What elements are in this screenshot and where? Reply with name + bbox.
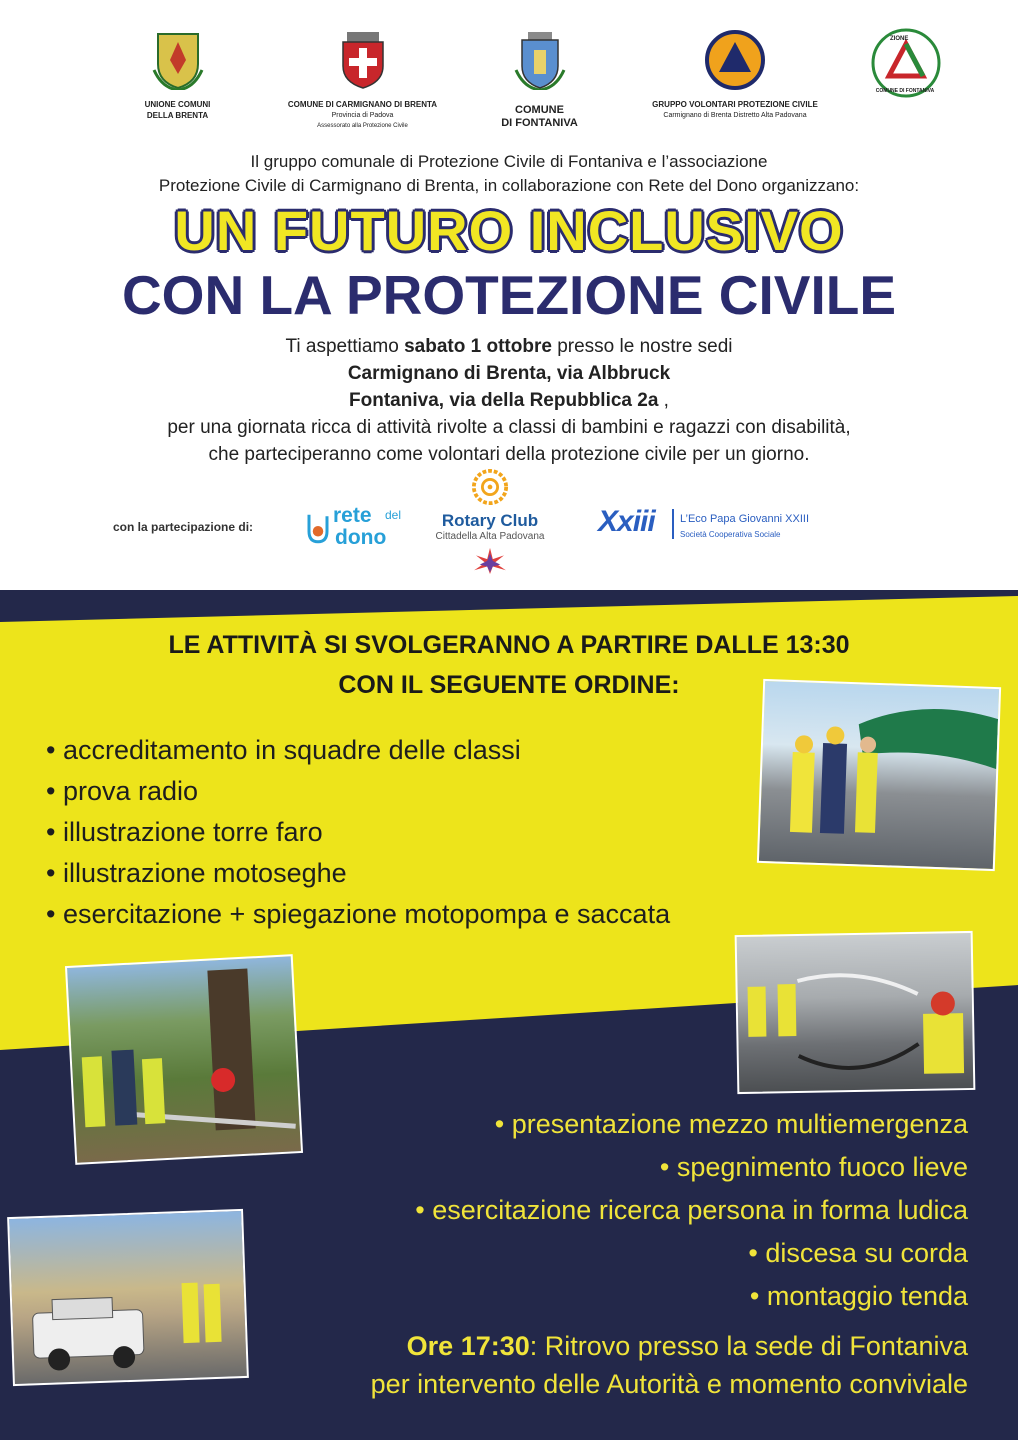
logo-unione-comuni: UNIONE COMUNI DELLA BRENTA xyxy=(135,30,220,121)
partners-label: con la partecipazione di: xyxy=(113,520,254,534)
vehicle-scene-icon xyxy=(9,1211,247,1384)
list-item: • esercitazione ricerca persona in forma ludica xyxy=(415,1189,968,1232)
activities-list-second xyxy=(415,1103,968,1318)
logo-rete-del-dono: rete del dono xyxy=(303,500,413,555)
logo-comune-carmignano: COMUNE DI CARMIGNANO DI BRENTA Provincia di Padova Assessorato alla Protezione Civile xyxy=(285,30,440,132)
logo-papa-giovanni: Xxiii L’Eco Papa Giovanni XXIII Società Cooperativa Sociale xyxy=(598,505,810,539)
logo-rotary-club: Rotary Club Cittadella Alta Padovana xyxy=(425,468,555,583)
hand-heart-icon xyxy=(303,502,333,550)
people-star-icon xyxy=(466,546,514,574)
hose-scene-icon xyxy=(737,933,974,1092)
list-item: • spegnimento fuoco lieve xyxy=(415,1146,968,1189)
list-item: • discesa su corda xyxy=(415,1232,968,1275)
logo-comune-fontaniva: COMUNE DI FONTANIVA xyxy=(492,30,587,130)
crest-icon xyxy=(337,30,389,90)
photo-tree-rope xyxy=(65,954,303,1165)
schedule-heading: LE ATTIVITÀ SI SVOLGERANNO A PARTIRE DALLE 13:30 CON IL SEGUENTE ORDINE: xyxy=(168,631,850,699)
crest-icon xyxy=(152,30,204,90)
ring-top-text: ZIONE xyxy=(890,36,909,42)
event-details: Ti aspettiamo sabato 1 ottobre presso le nostre sedi Carmignano di Brenta, via Albbruck Fontaniva, via della Repubblica 2a , per una giornata ricca di attività rivolte a classi di bambini e ragazzi con disabilità, che parteciperanno come volontari della protezione civile per un giorno. xyxy=(167,336,851,465)
activities-list-first xyxy=(46,730,670,935)
list-item: • esercitazione + spiegazione motopompa e saccata xyxy=(46,894,670,935)
list-item: • illustrazione torre faro xyxy=(46,812,670,853)
list-item: • prova radio xyxy=(46,771,670,812)
list-item: • presentazione mezzo multiemergenza xyxy=(415,1103,968,1146)
title-line-1: UN FUTURO INCLUSIVO xyxy=(174,199,844,262)
tent-scene-icon xyxy=(759,681,999,869)
rotary-wheel-icon xyxy=(471,468,509,506)
photo-water-hose xyxy=(735,931,976,1094)
closing-text: Ore 17:30: Ritrovo presso la sede di Fontaniva per intervento delle Autorità e momento conviviale xyxy=(370,1331,968,1399)
title-line-2: CON LA PROTEZIONE CIVILE xyxy=(121,264,897,326)
photo-vehicle xyxy=(7,1209,249,1386)
photo-tent-volunteers xyxy=(757,679,1001,871)
list-item: • accreditamento in squadre delle classi xyxy=(46,730,670,771)
tree-scene-icon xyxy=(67,956,301,1162)
civil-protection-emblem-icon xyxy=(705,30,765,90)
list-item: • montaggio tenda xyxy=(415,1275,968,1318)
logo-protezione-civile-fontaniva xyxy=(868,28,943,101)
intro-text: Il gruppo comunale di Protezione Civile di Fontaniva e l’associazione Protezione Civile di Carmignano di Brenta, in collaborazione con Rete del Dono organizzano: xyxy=(158,152,860,195)
logo-gruppo-volontari: GRUPPO VOLONTARI PROTEZIONE CIVILE Carmignano di Brenta Distretto Alta Padovana xyxy=(645,30,825,121)
list-item: • illustrazione motoseghe xyxy=(46,853,670,894)
crest-icon xyxy=(514,30,566,90)
ring-bottom-text: COMUNE DI FONTANIVA xyxy=(875,88,935,94)
